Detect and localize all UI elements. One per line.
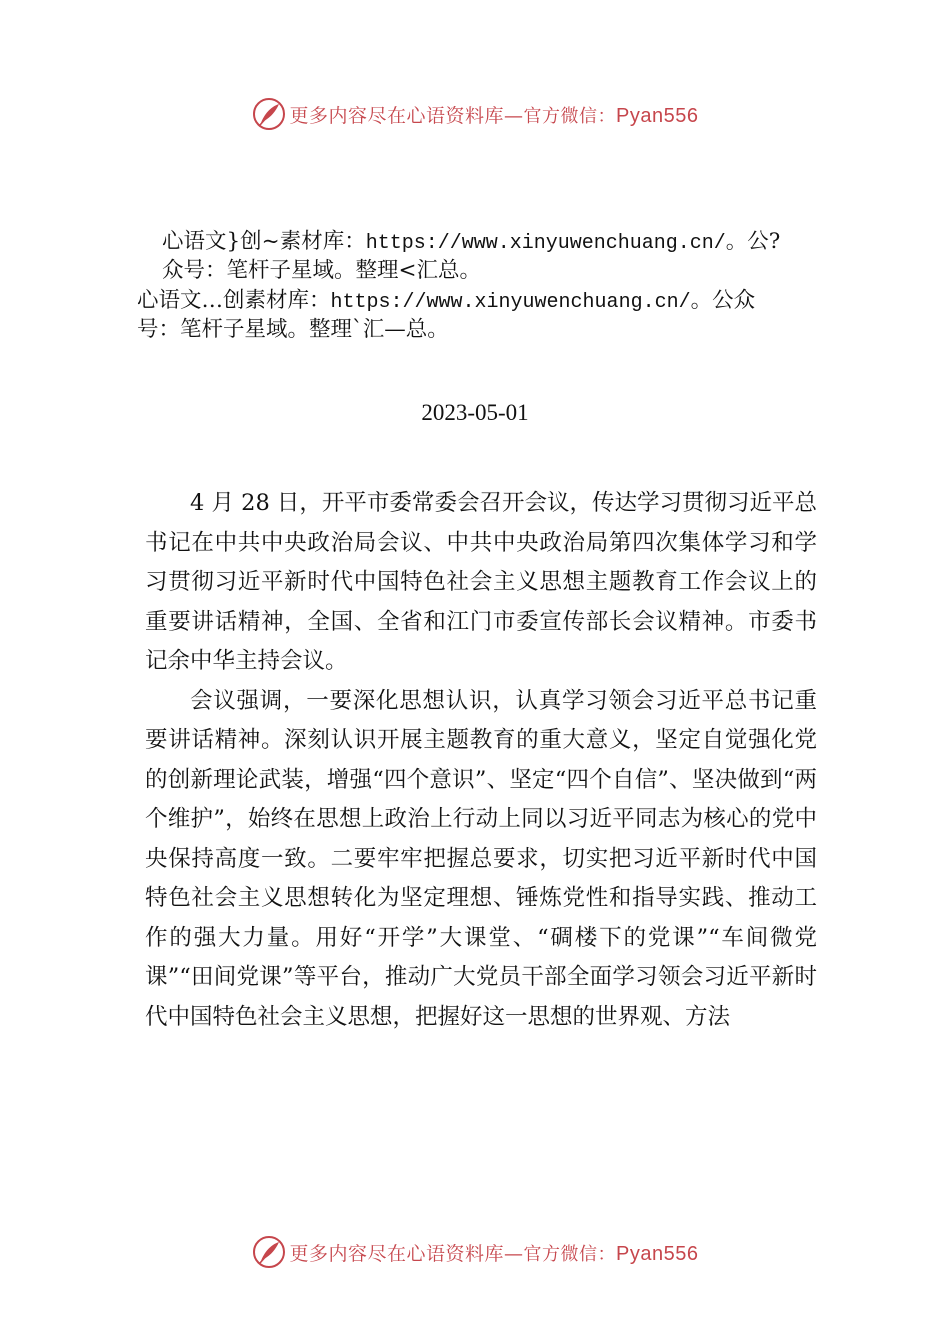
banner-wechat-id: Pyan556 [616, 1242, 699, 1265]
banner-wechat-label: 官方微信： [523, 105, 617, 127]
feather-quill-icon [252, 1235, 286, 1269]
source-url-2: https://www.xinyuwenchuang.cn/ [330, 291, 691, 314]
banner-wechat-label: 官方微信： [523, 1243, 617, 1265]
paragraph: 会议强调，一要深化思想认识，认真学习领会习近平总书记重要讲话精神。深刻认识开展主题教育的重大意义，坚定自觉强化党的创新理论武装，增强“四个意识”、坚定“四个自信”、坚决做到“两个维护”，始终在思想上政治上行动上同以习近平同志为核心的党中央保持高度一致。二要牢牢把握总要求，切实把习近平新时代中国特色社会主义思想转化为坚定理想、锤炼党性和指导实践、推动工作的强大力量。用好“开学”大课堂、“碉楼下的党课”“车间微党课”“田间党课”等平台，推动广大党员干部全面学习领会习近平新时代中国特色社会主义思想，把握好这一思想的世界观、方法 [145, 687, 817, 1030]
document-body [145, 484, 817, 1037]
paragraph: 4 月 28 日，开平市委常委会召开会议，传达学习贯彻习近平总书记在中共中央政治局会议、中共中央政治局第四次集体学习和学习贯彻习近平新时代中国特色社会主义思想主题教育工作会议上的重要讲话精神，全国、全省和江门市委宣传部长会议精神。市委书记余中华主持会议。 [145, 490, 817, 674]
banner-wechat-id: Pyan556 [616, 104, 699, 127]
source-url-1: https://www.xinyuwenchuang.cn/ [365, 232, 726, 255]
source-line-3: 心语文…创素材库：https://www.xinyuwenchuang.cn/。公众 [137, 288, 756, 314]
feather-quill-icon [252, 97, 286, 131]
banner-promo-text: 更多内容尽在心语资料库— [289, 104, 524, 127]
footer-banner [0, 1232, 950, 1272]
source-line-1: 心语文}创~素材库：https://www.xinyuwenchuang.cn/。公? [162, 229, 781, 255]
source-line-2: 众号：笔杆子星域。整理<汇总。 [162, 258, 482, 283]
source-line-4: 号：笔杆子星域。整理`汇—总。 [137, 317, 449, 342]
document-date: 2023-05-01 [421, 400, 529, 425]
banner-promo-text: 更多内容尽在心语资料库— [289, 1242, 524, 1265]
header-banner [0, 94, 950, 134]
